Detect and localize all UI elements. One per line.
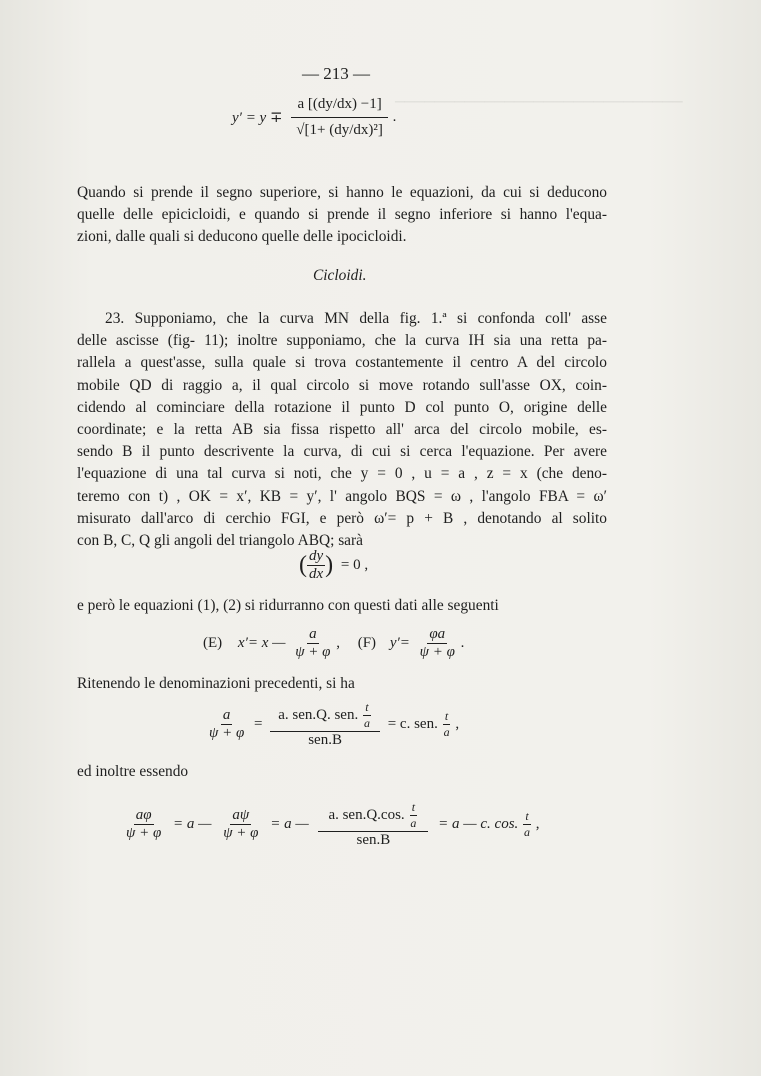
section-title: Cicloidi.	[313, 267, 367, 284]
eq-last-c-fn: t	[411, 800, 416, 814]
eq-last-c-num-pre: a. sen.Q.cos.	[328, 806, 405, 823]
eq-F-num: φa	[429, 626, 446, 642]
eq-last-m-den: ψ + φ	[223, 825, 259, 841]
eq-F-lhs: y′=	[389, 635, 410, 651]
para2-line-6: coordinate; e la retta AB sia fissa rispetto all' arca del circolo mobile, es-	[77, 421, 607, 439]
eq-E-num: a	[309, 626, 317, 642]
equation-dydx: ( $\frac{dy}{dx}$ ) = 0 ,	[299, 548, 369, 582]
eq-last-eq1: = a —	[173, 816, 212, 832]
eq-ratio-m-fd: a	[363, 716, 370, 730]
eq-last-c-fd: a	[410, 816, 417, 830]
eq-dydx-den: dx	[309, 566, 324, 582]
equation-last	[124, 800, 540, 849]
paragraph-5: ed inoltre essendo	[77, 763, 189, 780]
eq-ratio-r-fd: a	[443, 725, 450, 739]
eq-last-eq2: = a —	[270, 816, 309, 832]
para2-line-8: l'equazione di una tal curva si noti, che y = 0 , u = a , z = x (che deno-	[77, 465, 607, 483]
bleed-through: ─────────────────────────────	[395, 95, 683, 110]
eq-F-den: ψ + φ	[419, 644, 455, 660]
eq-E-den: ψ + φ	[295, 644, 331, 660]
eq-F-end: .	[460, 635, 465, 651]
equation-top: y′ = y ∓ $\frac{a [(dy/dx) -1]}{\text{√[1+ (dy/dx)²]}}$ .	[232, 96, 397, 138]
para1-line-1: Quando si prende il segno superiore, si hanno le equazioni, da cui si deducono	[77, 184, 607, 201]
eq-E-label: (E)	[203, 635, 223, 651]
equation-E-F	[203, 626, 464, 661]
eq-dydx-num: dy	[309, 548, 324, 564]
para2-line-10: misurato dall'arco di cerchio FGI, e però ω′= p + B , denotando al solito	[77, 509, 607, 527]
para2-line-5: cidendo al cominciare della rotazione il punto D col punto O, origine delle	[77, 398, 607, 416]
eq-top-numerator: a [(dy/dx) −1]	[291, 96, 387, 118]
eq-last-l-den: ψ + φ	[126, 825, 162, 841]
eq-ratio-eq2: = c. sen.	[387, 716, 438, 732]
eq-last-l-num: aφ	[135, 807, 152, 823]
eq-ratio-r-fn: t	[444, 709, 449, 723]
paragraph-2	[77, 308, 607, 552]
para1-line-3: zioni, dalle quali si deducono quelle delle ipocicloidi.	[77, 228, 407, 246]
eq-ratio-l-num: a	[222, 707, 231, 723]
eq-E-sep: ,	[336, 635, 340, 651]
page-number: — 213 —	[302, 64, 370, 83]
eq-ratio-m-den: sen.B	[308, 732, 342, 748]
paragraph-3: e però le equazioni (1), (2) si ridurranno con questi dati alle seguenti	[77, 597, 499, 614]
eq-F-label: (F)	[357, 635, 377, 651]
eq-ratio-m-num-pre: a. sen.Q. sen.	[278, 706, 359, 723]
eq-dydx-rhs: = 0 ,	[340, 557, 369, 573]
eq-top-lhs: y′ = y ∓	[232, 110, 283, 126]
para2-line-1: 23. Supponiamo, che la curva MN della fig. 1.ª si confonda coll' asse	[105, 310, 607, 327]
para2-line-2: delle ascisse (fig- 11); inoltre supponiamo, che la curva IH sia una retta pa-	[77, 332, 607, 350]
para1-line-2: quelle delle epicicloidi, e quando si prende il segno inferiore si hanno l'equa-	[77, 206, 607, 224]
eq-last-r-fn: t	[525, 809, 529, 823]
paragraph-4: Ritenendo le denominazioni precedenti, si ha	[77, 675, 355, 692]
eq-last-c-den: sen.B	[356, 832, 391, 848]
para2-line-4: mobile QD di raggio a, il qual circolo si move rotando sull'asse OX, coin-	[77, 376, 607, 394]
eq-ratio-end: ,	[455, 716, 460, 732]
eq-last-r-fd: a	[524, 825, 531, 839]
eq-last-eq3: = a — c. cos.	[438, 816, 519, 832]
eq-last-m-num: aψ	[232, 807, 250, 823]
eq-E-lhs: x′= x —	[237, 635, 286, 651]
para2-line-11: con B, C, Q gli angoli del triangolo ABQ; sarà	[77, 532, 363, 550]
para2-line-3: rallela a quest'asse, sulla quale si trova costantemente il centro A del circolo	[77, 354, 607, 372]
equation-ratio	[207, 700, 459, 749]
eq-top-denominator: √[1+ (dy/dx)²]	[296, 122, 383, 138]
eq-ratio-l-den: ψ + φ	[209, 725, 245, 741]
paragraph-1	[77, 182, 607, 249]
para2-line-7: sendo B il punto descrivente la curva, di cui si cerca l'equazione. Per avere	[77, 443, 607, 461]
eq-last-end: ,	[535, 816, 540, 832]
eq-ratio-eq1: =	[254, 716, 263, 732]
para2-line-9: teremo con t) , OK = x′, KB = y′, l' angolo BQS = ω , l'angolo FBA = ω′	[77, 487, 607, 505]
eq-ratio-m-fn: t	[365, 700, 369, 714]
